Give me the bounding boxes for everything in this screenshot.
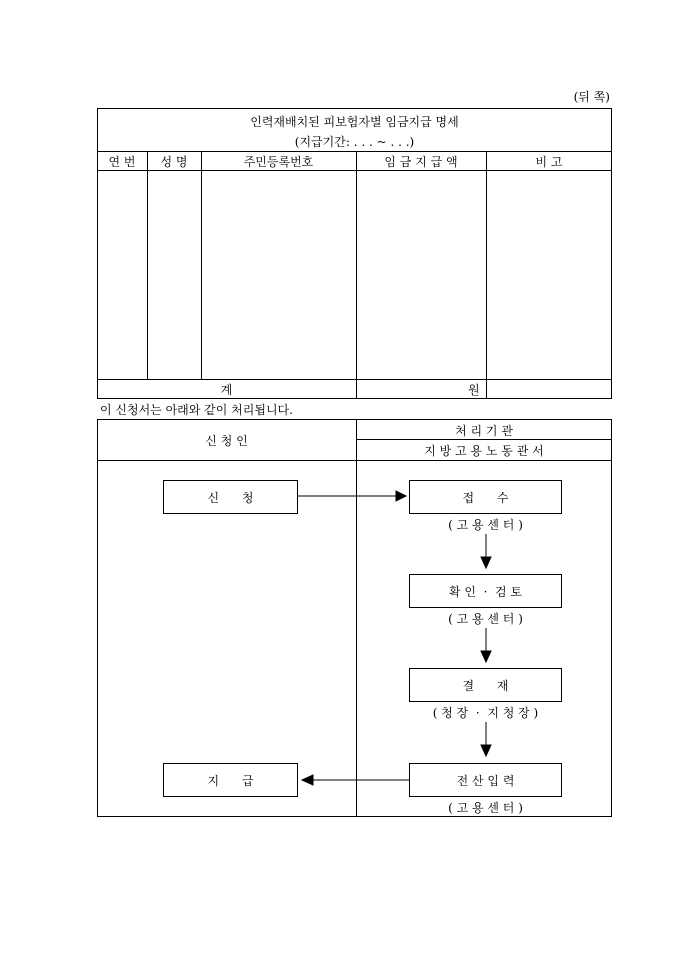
process-note: 이 신청서는 아래와 같이 처리됩니다. (100, 403, 293, 417)
step-entry-sub: ( 고 용 센 터 ) (448, 801, 523, 815)
arrow-left-head (302, 775, 313, 785)
table-title: 인력재배치된 피보험자별 임금지급 명세 (250, 115, 459, 129)
step-approval-box: 결 재 (409, 668, 562, 702)
pay-box: 지 급 (163, 763, 298, 797)
step-approval-sub: ( 청 장 · 지 청 장 ) (432, 706, 539, 720)
col-header-remarks: 비 고 (535, 155, 563, 169)
total-label: 계 (220, 383, 233, 397)
step-receive-sub: ( 고 용 센 터 ) (448, 518, 523, 532)
arrow-right-head (396, 491, 406, 501)
step-receive-box: 접 수 (409, 480, 562, 514)
arrow-down-head-1 (481, 557, 491, 568)
step-review-box: 확 인 · 검 토 (409, 574, 562, 608)
arrow-down-head-2 (481, 651, 491, 662)
payment-period: (지급기간: . . . ~ . . .) (294, 135, 415, 149)
col-header-name: 성 명 (160, 155, 188, 169)
page-side-label: (뒤 쪽) (573, 90, 610, 104)
agency-header: 처 리 기 관 (455, 424, 513, 438)
applicant-header: 신 청 인 (205, 434, 248, 448)
col-header-wage-amount: 임 금 지 급 액 (384, 155, 458, 169)
col-header-resident-number: 주민등록번호 (243, 155, 314, 169)
total-unit: 원 (468, 383, 480, 397)
arrow-down-head-3 (481, 745, 491, 756)
col-header-serial: 연 번 (108, 155, 136, 169)
agency-name: 지 방 고 용 노 동 관 서 (424, 444, 544, 458)
step-entry-box: 전 산 입 력 (409, 763, 562, 797)
step-review-sub: ( 고 용 센 터 ) (448, 612, 523, 626)
apply-box: 신 청 (163, 480, 298, 514)
